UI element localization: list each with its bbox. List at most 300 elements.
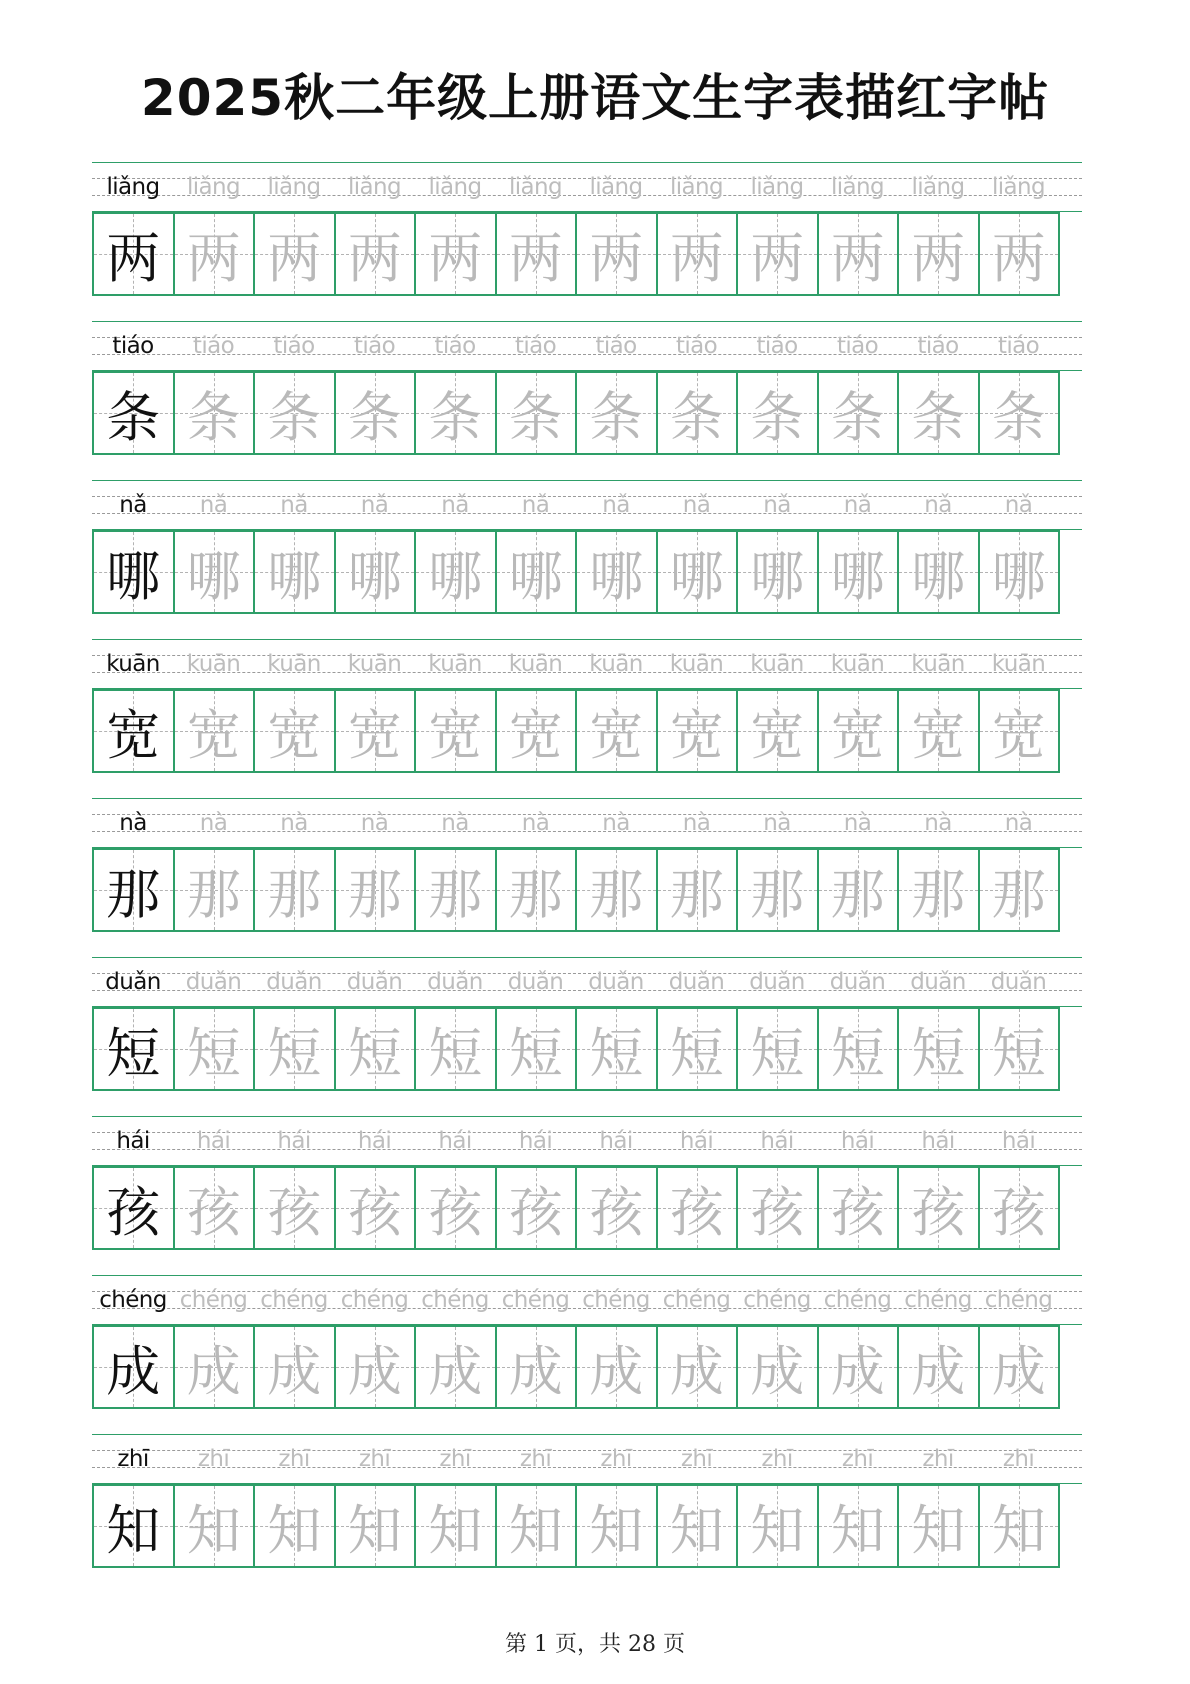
character-trace: 宽 (991, 703, 1046, 767)
tian-zi-cell (575, 1484, 658, 1568)
character-trace: 条 (911, 385, 966, 449)
tian-zi-cell (495, 1166, 578, 1250)
practice-row (92, 162, 1082, 321)
character-trace: 那 (750, 862, 805, 926)
tian-zi-cell (414, 1325, 497, 1409)
character-trace: 成 (508, 1339, 563, 1403)
pinyin-trace: nǎ (924, 492, 952, 518)
tian-zi-cell (817, 1325, 900, 1409)
guide-line (92, 321, 1082, 322)
pinyin-trace: hái (760, 1128, 794, 1154)
character-trace: 短 (830, 1021, 885, 1085)
tian-zi-cell (414, 371, 497, 455)
character-trace: 孩 (830, 1180, 885, 1244)
character-trace: 孩 (911, 1180, 966, 1244)
pinyin-model: kuān (106, 651, 160, 677)
tian-zi-cell (334, 848, 417, 932)
character-trace: 孩 (186, 1180, 241, 1244)
practice-row (92, 1434, 1082, 1593)
character-trace: 两 (589, 226, 644, 290)
character-trace: 知 (669, 1498, 724, 1562)
pinyin-trace: hái (357, 1128, 392, 1154)
pinyin-trace: kuān (428, 651, 482, 677)
guide-line (92, 480, 1082, 481)
tian-zi-cell (897, 848, 980, 932)
tian-zi-cell (736, 530, 819, 614)
pinyin-line (92, 957, 1082, 1007)
character-trace: 成 (911, 1339, 966, 1403)
character-trace: 那 (186, 862, 241, 926)
guide-line (92, 639, 1082, 640)
tian-zi-cell (656, 530, 739, 614)
tian-zi-cell (414, 1166, 497, 1250)
pinyin-trace: hái (277, 1128, 311, 1154)
character-trace: 短 (186, 1021, 241, 1085)
tian-zi-cell (495, 371, 578, 455)
pinyin-trace: nǎ (602, 492, 630, 518)
character-trace: 知 (428, 1498, 483, 1562)
guide-line (92, 1434, 1082, 1435)
character-trace: 孩 (669, 1180, 724, 1244)
pinyin-trace: chéng (743, 1287, 811, 1313)
character-trace: 条 (669, 385, 724, 449)
tian-zi-cell (253, 848, 336, 932)
character-trace: 两 (428, 226, 483, 290)
tian-zi-cell (253, 1166, 336, 1250)
tian-zi-cell (978, 212, 1061, 296)
character-trace: 条 (267, 385, 322, 449)
character-trace: 成 (830, 1339, 885, 1403)
pinyin-trace: duǎn (588, 969, 644, 995)
character-model: 短 (106, 1021, 161, 1085)
character-model: 孩 (106, 1180, 161, 1244)
character-model: 宽 (106, 703, 161, 767)
tian-zi-cell (253, 530, 336, 614)
pinyin-trace: zhī (1002, 1446, 1035, 1472)
character-trace: 那 (669, 862, 724, 926)
pinyin-trace: kuān (508, 651, 563, 677)
tian-zi-cell (897, 212, 980, 296)
tian-zi-cell (253, 371, 336, 455)
character-trace: 孩 (428, 1180, 483, 1244)
tian-zi-cell (173, 1325, 256, 1409)
character-trace: 那 (347, 862, 402, 926)
tian-zi-cell (817, 1484, 900, 1568)
pinyin-trace: liǎng (750, 174, 804, 200)
tian-zi-cell (173, 1484, 256, 1568)
pinyin-trace: nà (602, 810, 630, 836)
tian-zi-cell (817, 689, 900, 773)
character-trace: 成 (669, 1339, 724, 1403)
character-trace: 那 (991, 862, 1046, 926)
character-trace: 孩 (991, 1180, 1046, 1244)
character-grid (92, 1325, 1082, 1409)
pinyin-trace: nǎ (280, 492, 308, 518)
pinyin-trace: nǎ (682, 492, 711, 518)
tian-zi-cell (978, 1166, 1061, 1250)
pinyin-trace: chéng (984, 1287, 1053, 1313)
pinyin-trace: nǎ (199, 492, 228, 518)
character-trace: 孩 (508, 1180, 563, 1244)
pinyin-trace: duǎn (266, 969, 322, 995)
tian-zi-cell (978, 530, 1061, 614)
tian-zi-cell (656, 371, 739, 455)
character-trace: 两 (186, 226, 241, 290)
tian-zi-cell (736, 371, 819, 455)
pinyin-trace: hái (921, 1128, 955, 1154)
character-trace: 条 (428, 385, 483, 449)
pinyin-trace: nà (521, 810, 550, 836)
pinyin-trace: liǎng (186, 174, 241, 200)
tian-zi-cell (575, 212, 658, 296)
character-trace: 孩 (750, 1180, 805, 1244)
pinyin-trace: duǎn (749, 969, 805, 995)
character-trace: 哪 (508, 544, 563, 608)
tian-zi-cell (897, 1007, 980, 1091)
pinyin-trace: nǎ (521, 492, 550, 518)
page-title: 2025秋二年级上册语文生字表描红字帖 (140, 69, 1050, 127)
pinyin-trace: chéng (904, 1287, 972, 1313)
pinyin-trace: tiáo (675, 333, 718, 359)
tian-zi-cell (495, 848, 578, 932)
tian-zi-cell (92, 1325, 175, 1409)
character-trace: 条 (589, 385, 644, 449)
character-trace: 宽 (508, 703, 563, 767)
character-grid (92, 530, 1082, 614)
tian-zi-cell (414, 848, 497, 932)
pinyin-model: chéng (99, 1287, 167, 1313)
pinyin-trace: tiáo (353, 333, 396, 359)
pinyin-trace: hái (679, 1128, 714, 1154)
character-trace: 短 (991, 1021, 1046, 1085)
tian-zi-cell (575, 1325, 658, 1409)
character-grid (92, 848, 1082, 932)
character-trace: 短 (428, 1021, 483, 1085)
character-trace: 宽 (428, 703, 483, 767)
pinyin-trace: liǎng (911, 174, 965, 200)
pinyin-line (92, 639, 1082, 689)
tian-zi-cell (253, 1325, 336, 1409)
tian-zi-cell (92, 1484, 175, 1568)
character-trace: 条 (750, 385, 805, 449)
tian-zi-cell (334, 689, 417, 773)
character-trace: 知 (830, 1498, 885, 1562)
character-trace: 短 (589, 1021, 644, 1085)
tian-zi-cell (736, 1325, 819, 1409)
tian-zi-cell (897, 1166, 980, 1250)
tian-zi-cell (92, 530, 175, 614)
character-trace: 那 (508, 862, 563, 926)
character-trace: 成 (347, 1339, 402, 1403)
tian-zi-cell (656, 689, 739, 773)
tian-zi-cell (253, 212, 336, 296)
character-trace: 宽 (186, 703, 241, 767)
pinyin-line (92, 798, 1082, 848)
tian-zi-cell (414, 1484, 497, 1568)
pinyin-trace: liǎng (267, 174, 321, 200)
tian-zi-cell (253, 1007, 336, 1091)
tian-zi-cell (736, 1484, 819, 1568)
pinyin-trace: duǎn (185, 969, 242, 995)
tian-zi-cell (575, 1007, 658, 1091)
pinyin-trace: duǎn (427, 969, 483, 995)
pinyin-trace: liǎng (669, 174, 724, 200)
character-model: 知 (106, 1498, 161, 1562)
character-trace: 那 (830, 862, 885, 926)
character-trace: 哪 (750, 544, 805, 608)
character-model: 那 (106, 862, 161, 926)
tian-zi-cell (334, 1325, 417, 1409)
character-trace: 哪 (911, 544, 966, 608)
character-trace: 知 (911, 1498, 966, 1562)
tian-zi-cell (414, 212, 497, 296)
character-trace: 宽 (750, 703, 805, 767)
pinyin-model: liǎng (106, 174, 160, 200)
tian-zi-cell (414, 1007, 497, 1091)
character-trace: 知 (347, 1498, 402, 1562)
practice-row (92, 480, 1082, 639)
pinyin-trace: tiáo (997, 333, 1040, 359)
tian-zi-cell (656, 1166, 739, 1250)
pinyin-trace: hái (599, 1128, 633, 1154)
pinyin-trace: tiáo (756, 333, 798, 359)
tian-zi-cell (817, 848, 900, 932)
pinyin-trace: duǎn (668, 969, 725, 995)
pinyin-trace: chéng (179, 1287, 248, 1313)
pinyin-trace: hái (438, 1128, 472, 1154)
tian-zi-cell (495, 530, 578, 614)
character-trace: 知 (991, 1498, 1046, 1562)
pinyin-line (92, 1116, 1082, 1166)
pinyin-trace: nà (441, 810, 469, 836)
tian-zi-cell (817, 371, 900, 455)
pinyin-trace: tiáo (514, 333, 557, 359)
pinyin-trace: hái (518, 1128, 553, 1154)
character-trace: 孩 (347, 1180, 402, 1244)
pinyin-trace: zhī (680, 1446, 713, 1472)
character-trace: 知 (267, 1498, 322, 1562)
tian-zi-cell (817, 212, 900, 296)
character-trace: 知 (508, 1498, 563, 1562)
tian-zi-cell (978, 1007, 1061, 1091)
pinyin-line (92, 1275, 1082, 1325)
pinyin-trace: zhī (278, 1446, 310, 1472)
pinyin-model: zhī (117, 1446, 149, 1472)
character-trace: 条 (508, 385, 563, 449)
character-trace: 哪 (589, 544, 644, 608)
pinyin-trace: zhī (197, 1446, 230, 1472)
pinyin-trace: zhī (519, 1446, 552, 1472)
pinyin-trace: chéng (260, 1287, 328, 1313)
character-trace: 哪 (830, 544, 885, 608)
character-trace: 孩 (267, 1180, 322, 1244)
character-trace: 条 (186, 385, 241, 449)
character-trace: 哪 (186, 544, 241, 608)
tian-zi-cell (173, 848, 256, 932)
character-trace: 短 (347, 1021, 402, 1085)
character-trace: 宽 (267, 703, 322, 767)
tian-zi-cell (978, 371, 1061, 455)
tian-zi-cell (334, 371, 417, 455)
tian-zi-cell (414, 689, 497, 773)
tian-zi-cell (575, 371, 658, 455)
character-trace: 那 (589, 862, 644, 926)
pinyin-trace: chéng (662, 1287, 731, 1313)
pinyin-trace: nà (843, 810, 872, 836)
tian-zi-cell (334, 1166, 417, 1250)
pinyin-trace: tiáo (273, 333, 315, 359)
character-trace: 短 (508, 1021, 563, 1085)
practice-sheet (92, 162, 1082, 1593)
character-trace: 条 (830, 385, 885, 449)
character-trace: 两 (911, 226, 966, 290)
character-trace: 成 (186, 1339, 241, 1403)
tian-zi-cell (253, 689, 336, 773)
guide-line (92, 1116, 1082, 1117)
pinyin-trace: kuān (911, 651, 965, 677)
tian-zi-cell (736, 1007, 819, 1091)
tian-zi-cell (817, 530, 900, 614)
tian-zi-cell (575, 848, 658, 932)
tian-zi-cell (495, 1484, 578, 1568)
character-trace: 成 (267, 1339, 322, 1403)
tian-zi-cell (173, 371, 256, 455)
character-trace: 两 (750, 226, 805, 290)
practice-row (92, 957, 1082, 1116)
character-trace: 宽 (347, 703, 402, 767)
pinyin-trace: tiáo (192, 333, 235, 359)
character-model: 条 (106, 385, 161, 449)
tian-zi-cell (978, 1325, 1061, 1409)
character-grid (92, 371, 1082, 455)
character-grid (92, 1007, 1082, 1091)
character-trace: 哪 (991, 544, 1046, 608)
character-grid (92, 1166, 1082, 1250)
character-trace: 短 (750, 1021, 805, 1085)
tian-zi-cell (656, 848, 739, 932)
character-model: 成 (106, 1339, 161, 1403)
pinyin-trace: duǎn (507, 969, 564, 995)
pinyin-trace: liǎng (991, 174, 1046, 200)
tian-zi-cell (817, 1166, 900, 1250)
character-trace: 知 (589, 1498, 644, 1562)
character-grid (92, 1484, 1082, 1568)
pinyin-trace: hái (1001, 1128, 1036, 1154)
practice-row (92, 321, 1082, 480)
character-grid (92, 212, 1082, 296)
pinyin-trace: kuān (267, 651, 321, 677)
pinyin-trace: zhī (600, 1446, 632, 1472)
pinyin-trace: hái (196, 1128, 231, 1154)
pinyin-trace: nà (1004, 810, 1033, 836)
tian-zi-cell (656, 1484, 739, 1568)
character-trace: 成 (589, 1339, 644, 1403)
tian-zi-cell (978, 689, 1061, 773)
tian-zi-cell (897, 371, 980, 455)
pinyin-line (92, 321, 1082, 371)
tian-zi-cell (173, 212, 256, 296)
pinyin-trace: zhī (439, 1446, 471, 1472)
pinyin-model: tiáo (112, 333, 154, 359)
character-trace: 知 (750, 1498, 805, 1562)
practice-row (92, 1116, 1082, 1275)
tian-zi-cell (897, 689, 980, 773)
pinyin-trace: nà (924, 810, 952, 836)
pinyin-trace: liǎng (347, 174, 402, 200)
pinyin-trace: nǎ (441, 492, 469, 518)
tian-zi-cell (817, 1007, 900, 1091)
pinyin-trace: liǎng (589, 174, 643, 200)
pinyin-trace: zhī (922, 1446, 954, 1472)
pinyin-trace: liǎng (508, 174, 563, 200)
tian-zi-cell (656, 1007, 739, 1091)
tian-zi-cell (495, 1007, 578, 1091)
pinyin-trace: liǎng (830, 174, 885, 200)
tian-zi-cell (978, 848, 1061, 932)
pinyin-trace: nǎ (1004, 492, 1033, 518)
character-trace: 那 (267, 862, 322, 926)
tian-zi-cell (897, 1325, 980, 1409)
character-trace: 哪 (267, 544, 322, 608)
tian-zi-cell (897, 530, 980, 614)
tian-zi-cell (736, 848, 819, 932)
guide-line (92, 798, 1082, 799)
tian-zi-cell (897, 1484, 980, 1568)
pinyin-trace: hái (840, 1128, 875, 1154)
pinyin-trace: nà (360, 810, 389, 836)
tian-zi-cell (92, 1166, 175, 1250)
pinyin-trace: kuān (830, 651, 885, 677)
pinyin-trace: nà (763, 810, 791, 836)
tian-zi-cell (495, 1325, 578, 1409)
pinyin-model: hái (116, 1128, 150, 1154)
guide-line (92, 162, 1082, 163)
pinyin-trace: duǎn (990, 969, 1047, 995)
pinyin-trace: zhī (358, 1446, 391, 1472)
character-trace: 哪 (428, 544, 483, 608)
page-number: 第 1 页，共 28 页 (505, 1632, 685, 1657)
pinyin-trace: liǎng (428, 174, 482, 200)
character-trace: 孩 (589, 1180, 644, 1244)
pinyin-trace: kuān (186, 651, 241, 677)
character-trace: 成 (428, 1339, 483, 1403)
pinyin-trace: chéng (501, 1287, 570, 1313)
character-trace: 宽 (830, 703, 885, 767)
character-trace: 短 (911, 1021, 966, 1085)
tian-zi-cell (414, 530, 497, 614)
character-trace: 短 (267, 1021, 322, 1085)
tian-zi-cell (575, 689, 658, 773)
tian-zi-cell (656, 212, 739, 296)
tian-zi-cell (92, 689, 175, 773)
pinyin-trace: nà (199, 810, 228, 836)
character-trace: 宽 (911, 703, 966, 767)
pinyin-model: nà (119, 810, 147, 836)
character-trace: 两 (830, 226, 885, 290)
character-model: 哪 (106, 544, 161, 608)
guide-line (92, 957, 1082, 958)
pinyin-trace: zhī (761, 1446, 793, 1472)
tian-zi-cell (736, 1166, 819, 1250)
tian-zi-cell (656, 1325, 739, 1409)
tian-zi-cell (173, 1007, 256, 1091)
character-grid (92, 689, 1082, 773)
pinyin-line (92, 1434, 1082, 1484)
tian-zi-cell (92, 1007, 175, 1091)
tian-zi-cell (92, 848, 175, 932)
character-model: 两 (106, 226, 161, 290)
practice-row (92, 1275, 1082, 1434)
